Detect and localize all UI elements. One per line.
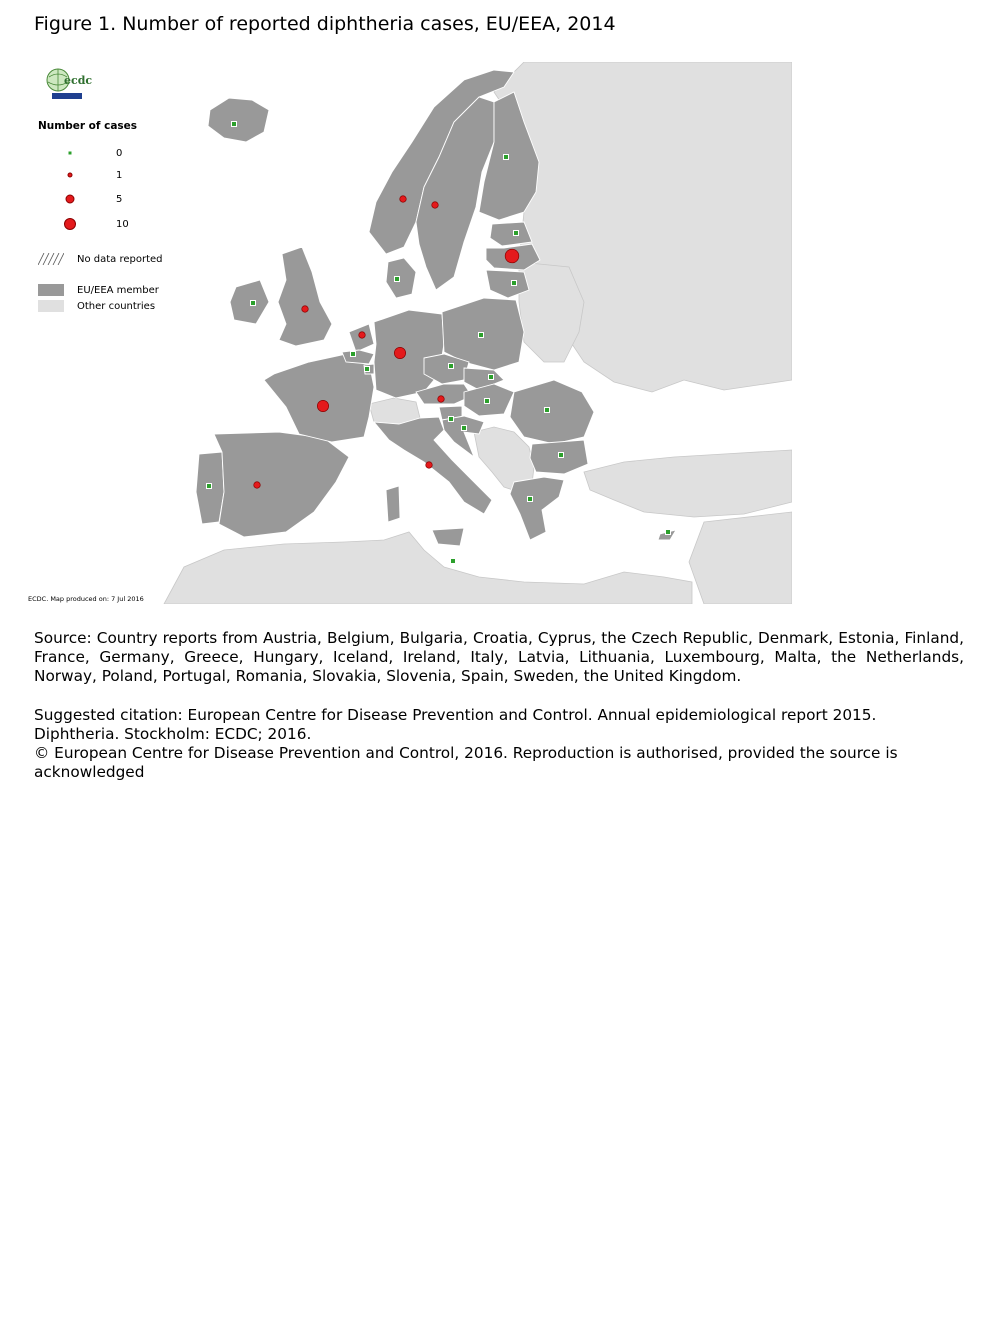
logo-text: ecdc [64, 74, 93, 87]
legend-label-10: 10 [116, 218, 129, 230]
ecdc-logo [42, 66, 93, 100]
country-sardinia [386, 486, 400, 522]
case-marker-germany [394, 347, 405, 358]
case-marker-netherlands [359, 332, 366, 339]
map-legend [38, 120, 163, 312]
country-sicily [432, 528, 464, 546]
region-middle-east [689, 512, 792, 604]
case-marker-croatia [462, 426, 467, 431]
case-marker-malta [451, 559, 456, 564]
legend-row-other [38, 297, 155, 315]
case-marker-romania [545, 408, 550, 413]
legend-row-10 [38, 215, 129, 233]
case-marker-finland [504, 155, 509, 160]
case-marker-iceland [232, 122, 237, 127]
map-figure [24, 62, 792, 604]
country-france [264, 354, 374, 442]
case-marker-slovakia [489, 375, 494, 380]
legend-dot-5 [66, 195, 75, 204]
europe-map [24, 62, 792, 604]
case-marker-denmark [395, 277, 400, 282]
legend-other-label: Other countries [77, 300, 156, 312]
case-marker-czech-republic [449, 364, 454, 369]
eu-member-swatch [38, 284, 64, 296]
case-marker-norway [400, 196, 407, 203]
country-estonia [490, 222, 532, 246]
case-marker-italy [426, 462, 433, 469]
case-marker-poland [479, 333, 484, 338]
case-marker-cyprus [666, 530, 671, 535]
case-marker-belgium [351, 352, 356, 357]
country-spain [214, 432, 349, 537]
case-marker-slovenia [449, 417, 454, 422]
country-greece [510, 477, 564, 540]
country-germany [374, 310, 444, 398]
case-marker-sweden [432, 202, 439, 209]
copyright-text: © European Centre for Disease Prevention and Control, 2016. Reproduction is authorised, provided the source is acknowledged [34, 744, 898, 781]
legend-dot-1 [68, 173, 73, 178]
case-marker-united-kingdom [302, 306, 309, 313]
legend-label-5: 5 [116, 193, 123, 205]
country-denmark [386, 258, 416, 298]
case-marker-estonia [514, 231, 519, 236]
case-marker-latvia [505, 249, 519, 263]
citation-text: Suggested citation: European Centre for Disease Prevention and Control. Annual epidemiological report 2015. Diphtheria. Stockholm: ECDC; 2016. [34, 706, 877, 743]
country-romania [510, 380, 594, 444]
case-marker-luxembourg [365, 367, 370, 372]
figure-title: Figure 1. Number of reported diphtheria cases, EU/EEA, 2014 [34, 13, 616, 35]
case-marker-bulgaria [559, 453, 564, 458]
legend-row-no-data [38, 250, 163, 268]
country-ireland [230, 280, 269, 324]
case-marker-france [317, 400, 328, 411]
citation-block [34, 706, 964, 782]
legend-zero-marker [68, 151, 73, 156]
legend-label-0: 0 [116, 147, 123, 159]
other-countries-swatch [38, 300, 64, 312]
legend-dot-10 [64, 218, 76, 230]
region-turkey [584, 450, 792, 517]
case-marker-greece [528, 497, 533, 502]
country-united-kingdom [278, 247, 332, 346]
region-north-africa [164, 532, 692, 604]
legend-row-0 [38, 144, 122, 162]
legend-title: Number of cases [38, 120, 138, 132]
case-marker-ireland [251, 301, 256, 306]
case-marker-portugal [207, 484, 212, 489]
case-marker-hungary [485, 399, 490, 404]
case-marker-spain [254, 482, 261, 489]
legend-label-1: 1 [116, 169, 123, 181]
legend-eu-label: EU/EEA member [77, 284, 159, 296]
country-iceland [208, 98, 269, 142]
legend-row-5 [38, 190, 122, 208]
hatch-swatch [38, 253, 64, 265]
legend-row-1 [38, 166, 122, 184]
map-credit: ECDC. Map produced on: 7 Jul 2016 [28, 595, 144, 603]
legend-no-data-label: No data reported [77, 253, 163, 265]
source-text: Source: Country reports from Austria, Belgium, Bulgaria, Croatia, Cyprus, the Czech Republic, Denmark, Estonia, Finland, France, Germany, Greece, Hungary, Iceland, Ireland, Italy, Latvia, Lithuania, Luxembourg, Malta, the Netherlands, Norway, Poland, Portugal, Romania, Slovakia, Slovenia, Spain, Sweden, the United Kingdom. [34, 629, 964, 685]
case-marker-austria [438, 396, 445, 403]
country-belgium [342, 350, 374, 364]
case-marker-lithuania [512, 281, 517, 286]
